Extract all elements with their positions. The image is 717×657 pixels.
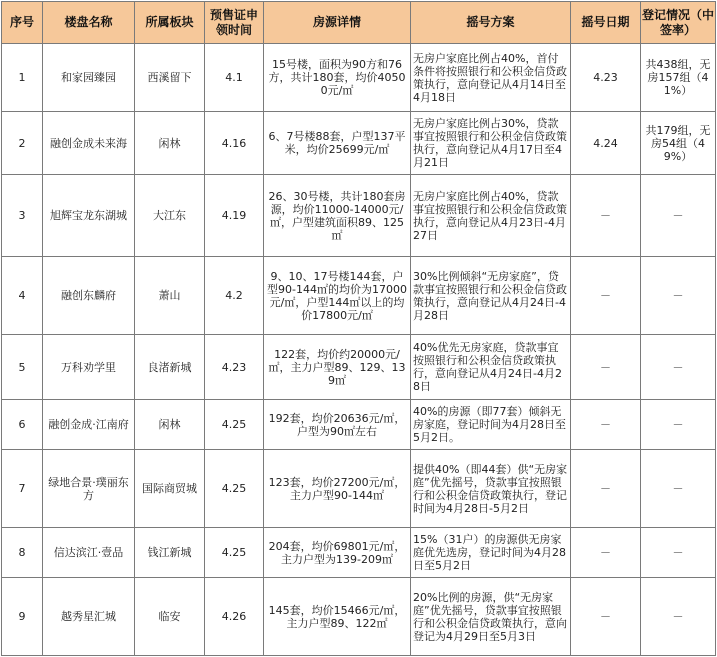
cell-index: 8 (2, 528, 43, 578)
header-block: 所属板块 (135, 2, 205, 44)
header-lottery-date: 摇号日期 (571, 2, 641, 44)
cell-name: 越秀星汇城 (43, 578, 135, 656)
cell-permit-time: 4.1 (205, 44, 264, 112)
cell-lottery-date: － (571, 257, 641, 335)
cell-permit-time: 4.25 (205, 528, 264, 578)
cell-lottery-date: － (571, 578, 641, 656)
cell-index: 2 (2, 112, 43, 175)
cell-details: 123套，均价27200元/㎡，主力户型90-144㎡ (264, 450, 411, 528)
table-row (2, 400, 716, 450)
cell-index: 5 (2, 335, 43, 400)
cell-details: 192套，均价20636元/㎡，户型为90㎡左右 (264, 400, 411, 450)
cell-lottery-date: － (571, 400, 641, 450)
cell-lottery-plan: 无房户家庭比例占40%，首付条件将按照银行和公积金信贷政策执行，意向登记从4月14日至4月18日 (411, 44, 571, 112)
cell-permit-time: 4.25 (205, 400, 264, 450)
cell-index: 1 (2, 44, 43, 112)
cell-lottery-plan: 无房户家庭比例占40%，贷款事宜按照银行和公积金信贷政策执行，意向登记从4月23日-4月27日 (411, 175, 571, 257)
cell-name: 融创金成·江南府 (43, 400, 135, 450)
table-row (2, 335, 716, 400)
header-details: 房源详情 (264, 2, 411, 44)
cell-permit-time: 4.16 (205, 112, 264, 175)
table-row (2, 175, 716, 257)
cell-permit-time: 4.19 (205, 175, 264, 257)
cell-details: 15号楼，面积为90方和76方，共计180套，均价40500元/㎡ (264, 44, 411, 112)
cell-lottery-date: － (571, 175, 641, 257)
cell-lottery-plan: 20%比例的房源，供“无房家庭”优先摇号，贷款事宜按照银行和公积金信贷政策执行，意向登记为4月29日至5月3日 (411, 578, 571, 656)
cell-details: 9、10、17号楼144套，户型90-144㎡的均价为17000元/㎡，户型144㎡以上的均价17800元/㎡ (264, 257, 411, 335)
cell-lottery-plan: 40%的房源（即77套）倾斜无房家庭，登记时间为4月28日至5月2日。 (411, 400, 571, 450)
cell-registration: － (641, 257, 716, 335)
cell-registration: － (641, 578, 716, 656)
presale-lottery-table (1, 1, 716, 656)
table-row (2, 44, 716, 112)
cell-name: 旭辉宝龙东湖城 (43, 175, 135, 257)
cell-permit-time: 4.2 (205, 257, 264, 335)
cell-block: 国际商贸城 (135, 450, 205, 528)
cell-lottery-date: 4.23 (571, 44, 641, 112)
table-row (2, 578, 716, 656)
cell-registration: 共179组，无房54组（49%） (641, 112, 716, 175)
cell-lottery-date: 4.24 (571, 112, 641, 175)
cell-name: 信达滨江·壹品 (43, 528, 135, 578)
cell-block: 良渚新城 (135, 335, 205, 400)
cell-lottery-plan: 提供40%（即44套）供“无房家庭”优先摇号，贷款事宜按照银行和公积金信贷政策执行，登记时间为4月28日-5月2日 (411, 450, 571, 528)
cell-index: 9 (2, 578, 43, 656)
header-lottery-plan: 摇号方案 (411, 2, 571, 44)
cell-block: 闲林 (135, 400, 205, 450)
cell-block: 大江东 (135, 175, 205, 257)
cell-lottery-plan: 无房户家庭比例占30%，贷款事宜按照银行和公积金信贷政策执行，意向登记从4月17日至4月21日 (411, 112, 571, 175)
cell-index: 7 (2, 450, 43, 528)
cell-details: 145套，均价15466元/㎡，主力户型89、122㎡ (264, 578, 411, 656)
cell-block: 闲林 (135, 112, 205, 175)
cell-lottery-date: － (571, 335, 641, 400)
cell-registration: － (641, 175, 716, 257)
table-row (2, 257, 716, 335)
cell-name: 绿地合景·璞丽东方 (43, 450, 135, 528)
cell-permit-time: 4.25 (205, 450, 264, 528)
cell-permit-time: 4.23 (205, 335, 264, 400)
cell-lottery-date: － (571, 528, 641, 578)
cell-lottery-date: － (571, 450, 641, 528)
cell-block: 钱江新城 (135, 528, 205, 578)
header-index: 序号 (2, 2, 43, 44)
cell-index: 6 (2, 400, 43, 450)
table-row (2, 528, 716, 578)
cell-details: 122套，均价约20000元/㎡，主力户型89、129、139㎡ (264, 335, 411, 400)
cell-details: 6、7号楼88套，户型137平米，均价25699元/㎡ (264, 112, 411, 175)
cell-registration: － (641, 335, 716, 400)
cell-lottery-plan: 30%比例倾斜“无房家庭”，贷款事宜按照银行和公积金信贷政策执行，意向登记从4月24日-4月28日 (411, 257, 571, 335)
cell-lottery-plan: 15%（31户）的房源供无房家庭优先选房，登记时间为4月28日至5月2日 (411, 528, 571, 578)
cell-block: 临安 (135, 578, 205, 656)
cell-block: 萧山 (135, 257, 205, 335)
table-row (2, 450, 716, 528)
header-row (2, 2, 716, 44)
cell-details: 26、30号楼，共计180套房源，均价11000-14000元/㎡，户型建筑面积89、125㎡ (264, 175, 411, 257)
cell-block: 西溪留下 (135, 44, 205, 112)
cell-registration: － (641, 400, 716, 450)
cell-index: 4 (2, 257, 43, 335)
header-registration: 登记情况（中签率） (641, 2, 716, 44)
cell-name: 和家园臻园 (43, 44, 135, 112)
cell-permit-time: 4.26 (205, 578, 264, 656)
header-permit-time: 预售证申领时间 (205, 2, 264, 44)
cell-name: 万科劝学里 (43, 335, 135, 400)
table-row (2, 112, 716, 175)
cell-registration: － (641, 450, 716, 528)
cell-name: 融创东麟府 (43, 257, 135, 335)
header-name: 楼盘名称 (43, 2, 135, 44)
cell-index: 3 (2, 175, 43, 257)
cell-registration: 共438组，无房157组（41%） (641, 44, 716, 112)
cell-registration: － (641, 528, 716, 578)
cell-name: 融创金成未来海 (43, 112, 135, 175)
cell-details: 204套，均价69801元/㎡，主力户型为139-209㎡ (264, 528, 411, 578)
cell-lottery-plan: 40%优先无房家庭，贷款事宜按照银行和公积金信贷政策执行，意向登记从4月24日-4月28日 (411, 335, 571, 400)
